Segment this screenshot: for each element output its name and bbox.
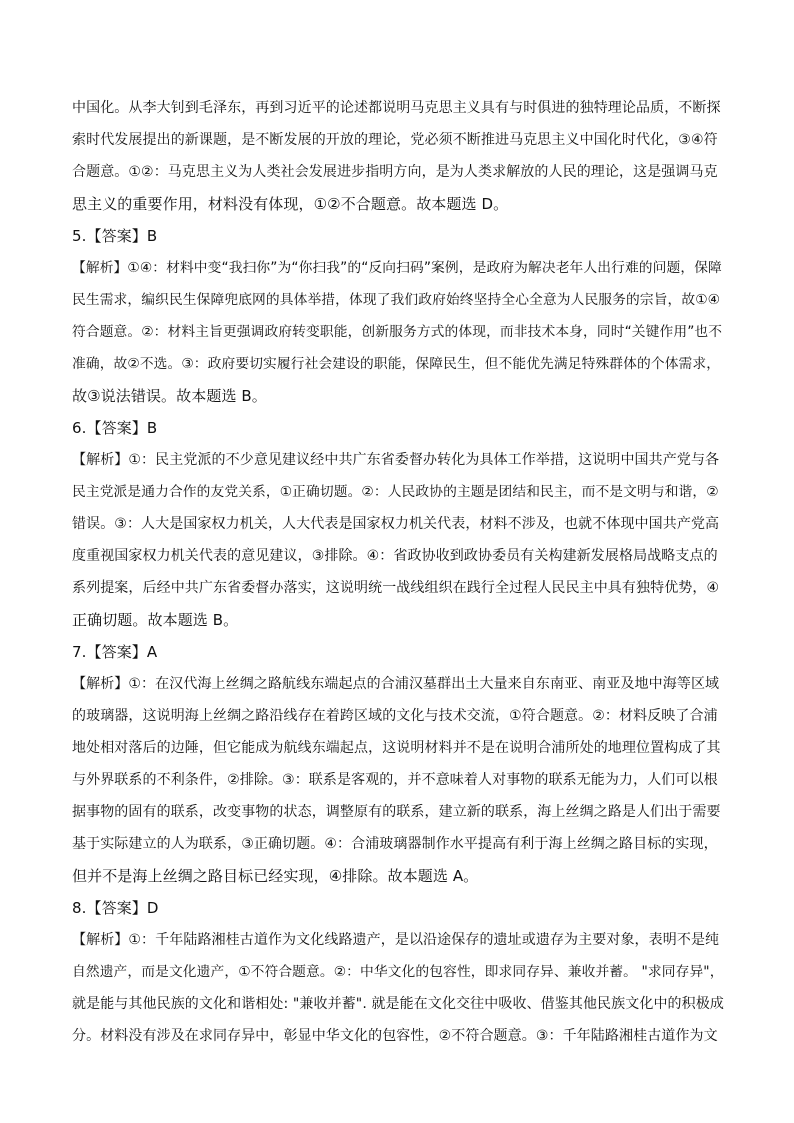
text-line: 故③说法错误。故本题选 B。 [72, 387, 267, 405]
text-line: 就是能与其他民族的文化和谐相处: "兼收并蓄". 就是能在文化交往中吸收、借鉴其他民族文化中的积极成 [72, 996, 724, 1012]
text-line: 据事物的固有的联系，改变事物的状态，调整原有的联系，建立新的联系，海上丝绸之路是人们出于需要 [72, 804, 721, 820]
text-line: 错误。③：人大是国家权力机关，人大代表是国家权力机关代表，材料不涉及，也就不体现中国共产党高 [72, 516, 720, 532]
answer-heading-6: 6.【答案】B [72, 419, 158, 437]
answer-heading-7: 7.【答案】A [72, 643, 158, 661]
text-line: 与外界联系的不利条件，②排除。③：联系是客观的，并不意味着人对事物的联系无能为力，人们可以根 [72, 772, 718, 788]
text-line: 正确切题。故本题选 B。 [72, 611, 239, 629]
text-line: 思主义的重要作用，材料没有体现，①②不合题意。故本题选 D。 [72, 195, 509, 213]
text-line: 民主党派是通力合作的友党关系，①正确切题。②：人民政协的主题是团结和民主，而不是文明与和谐，② [72, 484, 719, 500]
text-line: 合题意。①②：马克思主义为人类社会发展进步指明方向，是为人类求解放的人民的理论，这是强调马克 [72, 164, 718, 180]
text-line: 准确，故②不选。③：政府要切实履行社会建设的职能，保障民生，但不能优先满足特殊群体的个体需求， [72, 356, 721, 372]
text-line: 的玻璃器，这说明海上丝绸之路沿线存在着跨区域的文化与技术交流，①符合题意。②：材料反映了合浦 [72, 708, 718, 724]
text-line: 基于实际建立的人为联系，③正确切题。④：合浦玻璃器制作水平提高有利于海上丝绸之路目标的实现， [72, 836, 718, 852]
answer-heading-5: 5.【答案】B [72, 227, 158, 245]
text-line: 度重视国家权力机关代表的意见建议，③排除。④：省政协收到政协委员有关构建新发展格局战略支点的 [72, 548, 718, 564]
text-line: 符合题意。②：材料主旨更强调政府转变职能，创新服务方式的体现，而非技术本身，同时“关键作用”也不 [72, 324, 723, 340]
text-line: 分。材料没有涉及在求同存异中，彰显中华文化的包容性，②不符合题意。③：千年陆路湘桂古道作为文 [72, 1028, 718, 1044]
text-line: 自然遗产，而是文化遗产，①不符合题意。②：中华文化的包容性，即求同存异、兼收并蓄。 "求同存异"， [72, 964, 724, 980]
text-line: 【解析】①：在汉代海上丝绸之路航线东端起点的合浦汉墓群出土大量来自东南亚、南亚及地中海等区域 [72, 676, 720, 692]
text-line: 【解析】①：民主党派的不少意见建议经中共广东省委督办转化为具体工作举措，这说明中国共产党与各 [72, 452, 720, 468]
text-line: 民生需求，编织民生保障兜底网的具体举措，体现了我们政府始终坚持全心全意为人民服务的宗旨，故①④ [72, 292, 721, 308]
text-line: 【解析】①：千年陆路湘桂古道作为文化线路遗产，是以沿途保存的遗址或遗存为主要对象，表明不是纯 [72, 932, 720, 948]
text-line: 但并不是海上丝绸之路目标已经实现，④排除。故本题选 A。 [72, 867, 479, 885]
text-line: 系列提案，后经中共广东省委督办落实，这说明统一战线组织在践行全过程人民民主中具有独特优势，④ [72, 580, 720, 596]
text-line: 中国化。从李大钊到毛泽东，再到习近平的论述都说明马克思主义具有与时俱进的独特理论品质，不断探 [72, 100, 721, 116]
text-line: 索时代发展提出的新课题，是不断发展的开放的理论，党必须不断推进马克思主义中国化时代化，③④符 [72, 132, 718, 148]
answer-heading-8: 8.【答案】D [72, 899, 159, 917]
text-line: 地处相对落后的边陲，但它能成为航线东端起点，这说明材料并不是在说明合浦所处的地理位置构成了其 [72, 740, 721, 756]
text-line: 【解析】①④：材料中变“我扫你”为“你扫我”的“反向扫码”案例，是政府为解决老年人出行难的问题，保障 [72, 260, 722, 276]
